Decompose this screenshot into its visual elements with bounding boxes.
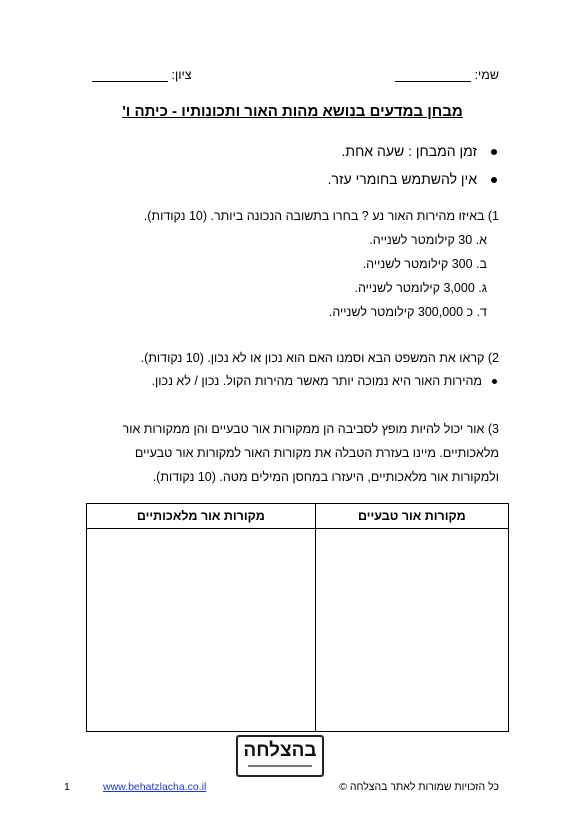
question-1-text: 1) באיזו מהירות האור נע ? בחרו בתשובה הנכונה ביותר. (10 נקודות). — [143, 209, 499, 223]
artificial-sources-header: מקורות אור מלאכותיים — [87, 504, 316, 529]
q2-statement-text[interactable]: מהירות האור היא נמוכה יותר מאשר מהירות הקול. נכון / לא נכון. — [151, 374, 482, 388]
bullet-icon — [491, 149, 497, 155]
q2-statement — [152, 374, 497, 388]
natural-sources-cell[interactable] — [315, 529, 508, 732]
name-label: שמי: — [474, 68, 499, 82]
logo-text: בהצלחה — [243, 740, 317, 761]
artificial-sources-cell[interactable] — [87, 529, 316, 732]
page-number: 1 — [64, 781, 70, 793]
name-line[interactable] — [395, 69, 471, 82]
question-3-line-2: מלאכותיים. מיינו בעזרת הטבלה את מקורות האור למקורות אור טבעיים — [134, 446, 499, 460]
natural-sources-header: מקורות אור טבעיים — [315, 504, 508, 529]
grade-field — [92, 68, 192, 82]
logo-underline — [248, 765, 312, 767]
instruction-materials — [328, 171, 497, 187]
bullet-icon — [491, 177, 497, 183]
table-row — [87, 529, 509, 732]
behatzlacha-logo — [236, 735, 324, 777]
q1-option-c[interactable]: ג. 3,000 קילומטר לשנייה. — [354, 281, 487, 295]
grade-line[interactable] — [92, 69, 168, 82]
copyright-text: כל הזכויות שמורות לאתר בהצלחה © — [339, 781, 499, 793]
q1-option-a[interactable]: א. 30 קילומטר לשנייה. — [369, 233, 487, 247]
question-3-line-3: ולמקורות אור מלאכותיים, היעזרו במחסן המילים מטה. (10 נקודות). — [152, 470, 499, 484]
bullet-icon — [492, 379, 497, 384]
question-3-line-1: 3) אור יכול להיות מופץ לסביבה הן ממקורות אור טבעיים והן ממקורות אור — [122, 422, 499, 436]
grade-label: ציון: — [171, 68, 192, 82]
page-title: מבחן במדעים בנושא מהות האור ותכונותיו - כיתה ו' — [122, 103, 463, 120]
instruction-text: זמן המבחן : שעה אחת. — [341, 143, 477, 159]
q1-option-d[interactable]: ד. כ 300,000 קילומטר לשנייה. — [328, 305, 487, 319]
website-link[interactable]: www.behatzlacha.co.il — [103, 781, 207, 793]
name-field — [395, 68, 499, 82]
instruction-text: אין להשתמש בחומרי עזר. — [327, 171, 477, 187]
question-2-text: 2) קראו את המשפט הבא וסמנו האם הוא נכון או לא נכון. (10 נקודות). — [140, 351, 499, 365]
website-link-wrapper — [103, 781, 206, 793]
table-header-row — [87, 504, 509, 529]
instruction-time — [342, 143, 497, 159]
q1-option-b[interactable]: ב. 300 קילומטר לשנייה. — [362, 257, 487, 271]
light-sources-table — [86, 503, 509, 732]
